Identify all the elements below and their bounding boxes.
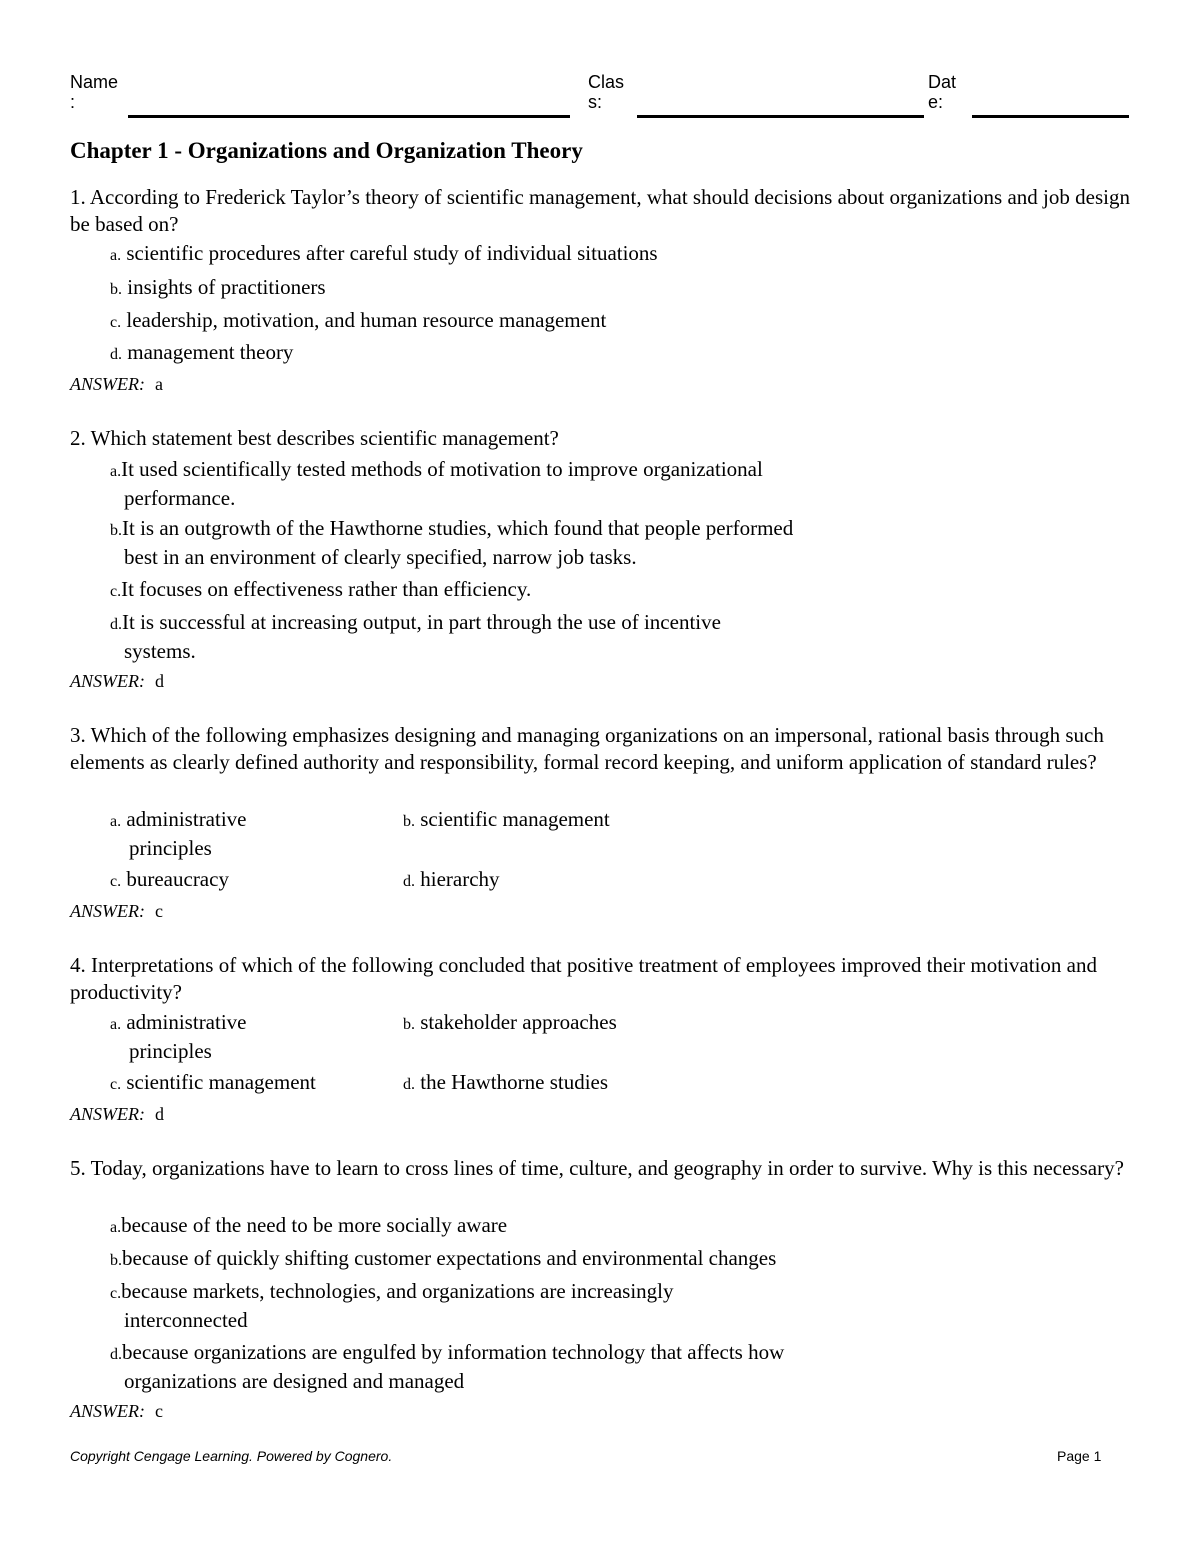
option-letter: a. xyxy=(110,1016,122,1033)
option-text: It is successful at increasing output, in part through the use of incentive xyxy=(122,610,721,634)
class-underline[interactable] xyxy=(637,115,924,118)
option-letter: c. xyxy=(110,1076,122,1093)
option-text-cont: principles xyxy=(129,836,212,860)
question-3-answer xyxy=(70,901,163,922)
answer-value: c xyxy=(154,901,163,921)
option-letter: b. xyxy=(403,1016,415,1033)
option-letter: d. xyxy=(110,346,122,363)
option-text: scientific procedures after careful study of individual situations xyxy=(126,241,658,265)
answer-label: ANSWER: xyxy=(70,671,145,691)
option-text-cont: best in an environment of clearly specified, narrow job tasks. xyxy=(124,545,637,569)
answer-label: ANSWER: xyxy=(70,1104,145,1124)
question-5-stem: 5. Today, organizations have to learn to cross lines of time, culture, and geography in order to survive. Why is this necessary? xyxy=(70,1156,1124,1180)
name-underline[interactable] xyxy=(128,115,570,118)
option-letter: c. xyxy=(110,583,122,600)
option-text: It is an outgrowth of the Hawthorne studies, which found that people performed xyxy=(122,516,794,540)
question-5-option-d xyxy=(110,1339,784,1395)
option-letter: a. xyxy=(110,463,122,480)
option-letter: b. xyxy=(110,1252,122,1269)
option-text: because of quickly shifting customer expectations and environmental changes xyxy=(122,1246,777,1270)
option-letter: c. xyxy=(110,873,122,890)
question-4-option-c xyxy=(110,1069,316,1098)
question-3-stem: 3. Which of the following emphasizes designing and managing organizations on an impersonal, rational basis through such elements as clearly defined authority and responsibility, formal record keeping, and uniform application of standard rules? xyxy=(70,723,1104,774)
option-text: It used scientifically tested methods of motivation to improve organizational xyxy=(121,457,763,481)
option-text: management theory xyxy=(127,340,294,364)
option-letter: d. xyxy=(110,616,122,633)
option-text-cont: interconnected xyxy=(124,1308,248,1332)
page-number: Page 1 xyxy=(1057,1448,1102,1464)
name-label-line1: Name xyxy=(70,72,119,92)
option-text: hierarchy xyxy=(420,867,500,891)
option-text: administrative xyxy=(126,807,247,831)
question-4-answer xyxy=(70,1104,164,1125)
question-1-option-d xyxy=(110,339,293,368)
question-2-option-b xyxy=(110,515,793,571)
option-text: leadership, motivation, and human resource management xyxy=(126,308,607,332)
option-text: It focuses on effectiveness rather than efficiency. xyxy=(121,577,532,601)
answer-value: d xyxy=(154,1104,164,1124)
option-letter: b. xyxy=(110,281,122,298)
option-letter: a. xyxy=(110,1219,122,1236)
option-text: because organizations are engulfed by information technology that affects how xyxy=(122,1340,785,1364)
option-text: bureaucracy xyxy=(126,867,229,891)
option-text-cont: principles xyxy=(129,1039,212,1063)
question-3-option-c xyxy=(110,866,229,895)
chapter-title: Chapter 1 - Organizations and Organization Theory xyxy=(70,138,583,163)
option-text: the Hawthorne studies xyxy=(420,1070,609,1094)
question-2-answer xyxy=(70,671,164,692)
answer-label: ANSWER: xyxy=(70,901,145,921)
copyright-notice: Copyright Cengage Learning. Powered by Cognero. xyxy=(70,1448,393,1464)
option-text: administrative xyxy=(126,1010,247,1034)
option-letter: b. xyxy=(403,813,415,830)
option-text: insights of practitioners xyxy=(127,275,326,299)
option-letter: a. xyxy=(110,813,122,830)
option-letter: c. xyxy=(110,1285,122,1302)
option-letter: b. xyxy=(110,522,122,539)
question-1-answer xyxy=(70,374,163,395)
name-field-label xyxy=(70,73,118,111)
question-2-stem: 2. Which statement best describes scientific management? xyxy=(70,426,559,450)
question-1-option-a xyxy=(110,240,658,269)
question-5-option-c xyxy=(110,1278,674,1334)
question-4-option-a xyxy=(110,1009,247,1065)
class-label-line2: s: xyxy=(588,92,603,112)
option-text-cont: organizations are designed and managed xyxy=(124,1369,465,1393)
answer-value: c xyxy=(154,1401,163,1421)
option-letter: d. xyxy=(403,873,415,890)
question-3-option-b xyxy=(403,806,610,835)
option-text-cont: performance. xyxy=(124,486,236,510)
class-field-label xyxy=(588,73,624,111)
option-text: because markets, technologies, and organizations are increasingly xyxy=(121,1279,674,1303)
option-letter: c. xyxy=(110,314,122,331)
option-letter: d. xyxy=(110,1346,122,1363)
question-2-option-d xyxy=(110,609,721,665)
question-1-option-b xyxy=(110,274,326,303)
option-text: scientific management xyxy=(126,1070,316,1094)
question-3-option-d xyxy=(403,866,500,895)
date-label-line2: e: xyxy=(928,92,944,112)
option-text: stakeholder approaches xyxy=(420,1010,617,1034)
question-2-option-c xyxy=(110,576,531,605)
date-label-line1: Dat xyxy=(928,72,957,92)
option-text: because of the need to be more socially aware xyxy=(121,1213,508,1237)
date-underline[interactable] xyxy=(972,115,1129,118)
date-field-label xyxy=(928,73,956,111)
question-2-option-a xyxy=(110,456,763,512)
class-label-line1: Clas xyxy=(588,72,625,92)
answer-label: ANSWER: xyxy=(70,1401,145,1421)
question-1-option-c xyxy=(110,307,606,336)
name-label-line2: : xyxy=(70,92,76,112)
answer-value: d xyxy=(154,671,164,691)
question-1-stem: 1. According to Frederick Taylor’s theory of scientific management, what should decisions about organizations and job design be based on? xyxy=(70,185,1130,236)
question-5-option-a xyxy=(110,1212,507,1241)
option-letter: a. xyxy=(110,247,122,264)
answer-label: ANSWER: xyxy=(70,374,145,394)
question-3-option-a xyxy=(110,806,247,862)
option-text: scientific management xyxy=(420,807,610,831)
option-letter: d. xyxy=(403,1076,415,1093)
question-4-option-b xyxy=(403,1009,617,1038)
option-text-cont: systems. xyxy=(124,639,196,663)
question-5-answer xyxy=(70,1401,163,1422)
question-4-option-d xyxy=(403,1069,608,1098)
question-4-stem: 4. Interpretations of which of the following concluded that positive treatment of employees improved their motivation and productivity? xyxy=(70,953,1097,1004)
answer-value: a xyxy=(154,374,163,394)
question-5-option-b xyxy=(110,1245,776,1274)
